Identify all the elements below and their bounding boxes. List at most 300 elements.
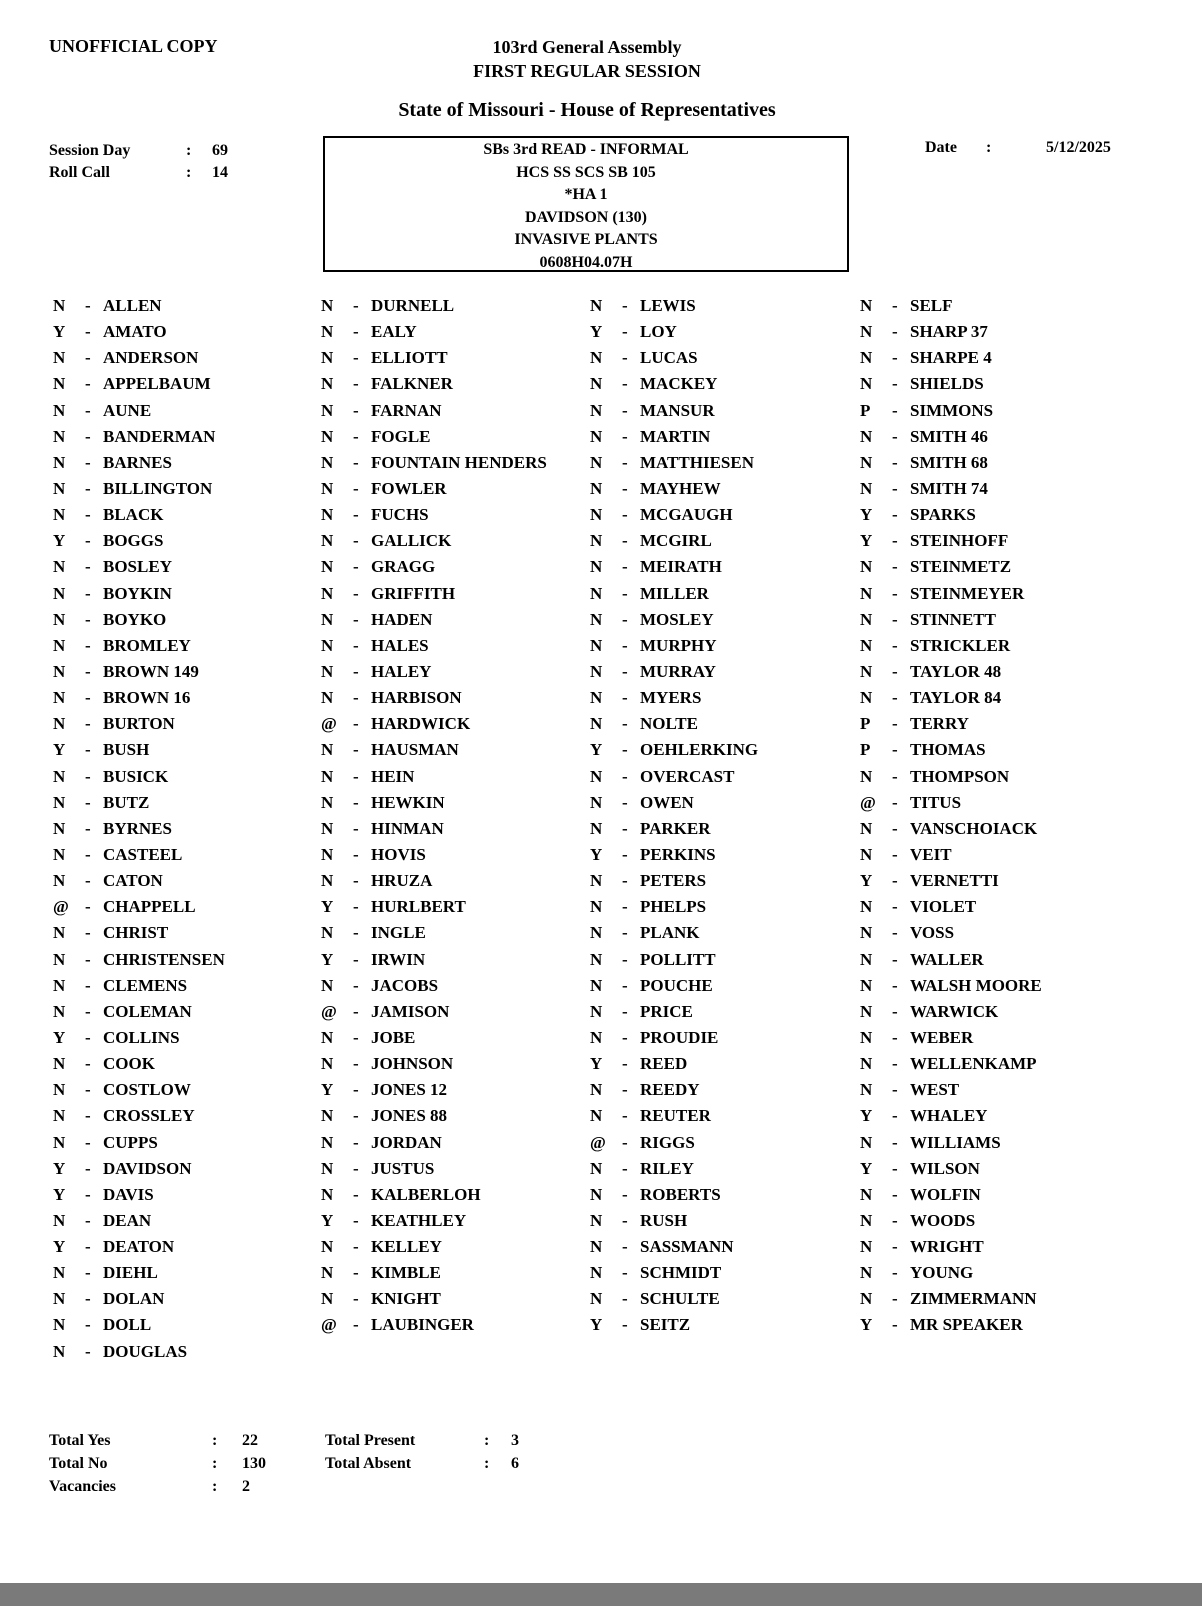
roll-call-entry [590, 999, 850, 1025]
member-name: PRICE [640, 1001, 693, 1021]
separator-dash: - [892, 792, 898, 812]
vote-code: N [590, 1210, 603, 1230]
separator-dash: - [353, 583, 359, 603]
date-label: Date [925, 139, 957, 156]
separator-dash: - [892, 818, 898, 838]
member-name: DEATON [103, 1237, 175, 1257]
member-name: REUTER [640, 1106, 711, 1126]
member-name: INGLE [371, 923, 426, 943]
separator-dash: - [622, 975, 628, 995]
roll-call-entry [860, 1103, 1120, 1129]
total-absent-label: Total Absent [325, 1455, 412, 1472]
separator-dash: - [85, 1210, 91, 1230]
member-name: CHAPPELL [103, 897, 196, 917]
vote-code: N [590, 400, 603, 420]
separator-dash: - [353, 1210, 359, 1230]
roll-call-entry [53, 764, 313, 790]
separator-dash: - [353, 635, 359, 655]
vote-code: @ [321, 1315, 337, 1335]
separator-dash: - [353, 1001, 359, 1021]
separator-dash: - [85, 871, 91, 891]
roll-call-entry [53, 398, 313, 424]
member-name: VEIT [910, 844, 952, 864]
separator-dash: - [85, 1080, 91, 1100]
separator-dash: - [622, 583, 628, 603]
roll-call-entry [321, 1025, 581, 1051]
separator-dash: - [892, 1027, 898, 1047]
vote-code: N [860, 322, 873, 342]
roll-call-entry [590, 711, 850, 737]
vote-code: N [590, 923, 603, 943]
separator-dash: - [85, 1237, 91, 1257]
member-name: VOSS [910, 923, 955, 943]
vote-code: N [590, 1001, 603, 1021]
member-name: FOWLER [371, 478, 447, 498]
member-name: HEIN [371, 766, 415, 786]
member-name: LAUBINGER [371, 1315, 474, 1335]
separator-dash: - [892, 688, 898, 708]
separator-dash: - [892, 661, 898, 681]
member-name: SMITH 74 [910, 478, 988, 498]
vote-code: N [590, 949, 603, 969]
member-name: JAMISON [371, 1001, 450, 1021]
separator-dash: - [892, 557, 898, 577]
separator-dash: - [353, 478, 359, 498]
vote-code: N [321, 871, 334, 891]
roll-call-entry [860, 1025, 1120, 1051]
member-name: WOODS [910, 1210, 976, 1230]
vote-code: Y [53, 740, 66, 760]
vote-code: N [53, 1341, 66, 1361]
roll-call-entry [590, 371, 850, 397]
roll-call-entry [53, 790, 313, 816]
separator-dash: - [353, 1132, 359, 1152]
roll-call-entry [53, 973, 313, 999]
roll-call-entry [860, 790, 1120, 816]
separator-dash: - [353, 897, 359, 917]
member-name: SEITZ [640, 1315, 691, 1335]
separator-dash: - [353, 661, 359, 681]
separator-dash: - [622, 740, 628, 760]
separator-dash: - [892, 296, 898, 315]
member-name: JONES 88 [371, 1106, 448, 1126]
roll-call-entry [53, 711, 313, 737]
separator-dash: - [85, 818, 91, 838]
member-name: COOK [103, 1054, 155, 1074]
vote-code: N [590, 1158, 603, 1178]
member-name: HADEN [371, 609, 433, 629]
roll-call-entry [321, 790, 581, 816]
vote-code: N [860, 1054, 873, 1074]
total-yes-value: 22 [242, 1432, 258, 1449]
member-name: BROWN 16 [103, 688, 191, 708]
session-day-value: 69 [212, 142, 228, 159]
vote-code: N [860, 975, 873, 995]
roll-call-entry [321, 581, 581, 607]
separator-dash: - [85, 740, 91, 760]
vote-code: N [860, 1080, 873, 1100]
roll-call-entry [590, 1260, 850, 1286]
separator-dash: - [85, 322, 91, 342]
vote-code: @ [321, 714, 337, 734]
vote-code: N [321, 1132, 334, 1152]
roll-call-entry [590, 554, 850, 580]
vote-code: Y [53, 1027, 66, 1047]
vote-code: N [860, 897, 873, 917]
vote-code: N [321, 583, 334, 603]
vote-code: N [53, 714, 66, 734]
roll-call-entry [321, 1103, 581, 1129]
member-name: DAVIS [103, 1184, 154, 1204]
separator-dash: - [85, 1158, 91, 1178]
separator-dash: - [85, 374, 91, 394]
vote-code: Y [321, 949, 334, 969]
vote-code: N [53, 426, 66, 446]
vote-code: N [53, 688, 66, 708]
roll-call-entry [860, 711, 1120, 737]
separator-dash: - [353, 348, 359, 368]
member-name: DEAN [103, 1210, 152, 1230]
vote-code: N [590, 1184, 603, 1204]
separator-dash: - [622, 1106, 628, 1126]
separator-dash: - [622, 1001, 628, 1021]
separator-dash: - [622, 1315, 628, 1335]
roll-call-entry [321, 842, 581, 868]
member-name: COLLINS [103, 1027, 180, 1047]
roll-call-entry [53, 816, 313, 842]
member-name: FARNAN [371, 400, 442, 420]
roll-call-entry [321, 685, 581, 711]
vote-code: N [590, 714, 603, 734]
member-name: HARBISON [371, 688, 462, 708]
vote-code: @ [860, 792, 876, 812]
member-name: POUCHE [640, 975, 713, 995]
vote-code: N [53, 505, 66, 525]
member-name: IRWIN [371, 949, 426, 969]
amendment-line: *HA 1 [564, 186, 608, 204]
roll-call-entry [321, 293, 581, 319]
vote-code: N [590, 452, 603, 472]
roll-call-entry [321, 1286, 581, 1312]
separator-dash: - [353, 844, 359, 864]
roll-column-3 [590, 293, 850, 1339]
member-name: BOYKIN [103, 583, 172, 603]
vote-code: @ [321, 1001, 337, 1021]
separator-dash: - [622, 322, 628, 342]
separator-dash: - [353, 975, 359, 995]
roll-call-entry [53, 920, 313, 946]
separator-dash: - [892, 583, 898, 603]
separator-dash: - [892, 897, 898, 917]
roll-call-entry [590, 581, 850, 607]
member-name: THOMPSON [910, 766, 1010, 786]
roll-call-entry [53, 1260, 313, 1286]
vote-code: Y [590, 740, 603, 760]
vote-code: N [590, 975, 603, 995]
sponsor-line: DAVIDSON (130) [525, 208, 647, 226]
separator-dash: - [85, 1132, 91, 1152]
member-name: TERRY [910, 714, 969, 734]
roll-call-entry [860, 398, 1120, 424]
assembly-heading: 103rd General Assembly [492, 37, 682, 57]
vote-code: N [321, 1054, 334, 1074]
member-name: KALBERLOH [371, 1184, 481, 1204]
member-name: CROSSLEY [103, 1106, 195, 1126]
separator-dash: - [353, 426, 359, 446]
roll-call-entry [860, 371, 1120, 397]
member-name: CLEMENS [103, 975, 188, 995]
separator-dash: - [622, 871, 628, 891]
roll-call-entry [53, 1182, 313, 1208]
vote-code: N [53, 792, 66, 812]
separator-dash: - [892, 322, 898, 342]
roll-call-entry [590, 868, 850, 894]
member-name: LUCAS [640, 348, 698, 368]
member-name: WEBER [910, 1027, 974, 1047]
member-name: BOYKO [103, 609, 167, 629]
vote-code: N [860, 426, 873, 446]
roll-call-entry [321, 633, 581, 659]
separator-dash: - [622, 1158, 628, 1178]
member-name: RILEY [640, 1158, 694, 1178]
member-name: HALES [371, 635, 429, 655]
roll-call-entry [53, 554, 313, 580]
roll-call-entry [860, 659, 1120, 685]
vote-code: P [860, 740, 871, 760]
member-name: SCHULTE [640, 1289, 720, 1309]
vote-code: N [321, 740, 334, 760]
separator-dash: - [85, 1289, 91, 1309]
roll-call-entry [860, 293, 1120, 319]
vote-code: Y [860, 531, 873, 551]
separator-dash: - [622, 949, 628, 969]
separator-dash: - [892, 1054, 898, 1074]
vote-code: N [321, 531, 334, 551]
vote-code: Y [860, 1315, 873, 1335]
member-name: WHALEY [910, 1106, 988, 1126]
roll-call-entry [860, 1051, 1120, 1077]
roll-call-entry [860, 1312, 1120, 1338]
vote-code: Y [321, 897, 334, 917]
separator-dash: - [85, 1184, 91, 1204]
separator-dash: - [353, 374, 359, 394]
vote-code: N [860, 766, 873, 786]
separator-dash: - [85, 635, 91, 655]
vote-code: N [321, 400, 334, 420]
vote-code: N [321, 1184, 334, 1204]
roll-call-entry [860, 947, 1120, 973]
vote-code: N [590, 557, 603, 577]
roll-call-entry [321, 711, 581, 737]
session-heading: FIRST REGULAR SESSION [473, 61, 701, 81]
roll-call-entry [321, 502, 581, 528]
member-name: CHRIST [103, 923, 169, 943]
roll-call-entry [321, 554, 581, 580]
separator-dash: - [85, 949, 91, 969]
roll-call-entry [53, 502, 313, 528]
page-title: State of Missouri - House of Representatives [398, 99, 776, 121]
roll-call-entry [321, 1130, 581, 1156]
member-name: VERNETTI [910, 871, 999, 891]
separator-dash: - [353, 531, 359, 551]
separator-colon: : [186, 164, 192, 181]
vote-code: N [321, 426, 334, 446]
roll-call-entry [590, 842, 850, 868]
vote-code: N [590, 1289, 603, 1309]
separator-dash: - [892, 1132, 898, 1152]
member-name: TAYLOR 48 [910, 661, 1002, 681]
unofficial-copy-label: UNOFFICIAL COPY [49, 36, 218, 56]
vote-code: N [860, 1184, 873, 1204]
separator-dash: - [892, 949, 898, 969]
roll-call-entry [321, 1260, 581, 1286]
roll-call-entry [53, 1312, 313, 1338]
member-name: HOVIS [371, 844, 426, 864]
vote-code: @ [53, 897, 69, 917]
vote-code: N [590, 1263, 603, 1283]
separator-dash: - [353, 923, 359, 943]
roll-call-entry [590, 1103, 850, 1129]
vote-code: N [53, 1210, 66, 1230]
member-name: KELLEY [371, 1237, 442, 1257]
member-name: OVERCAST [640, 766, 735, 786]
roll-call-entry [53, 842, 313, 868]
member-name: FOGLE [371, 426, 431, 446]
separator-dash: - [622, 792, 628, 812]
member-name: WRIGHT [910, 1237, 984, 1257]
total-no-row [0, 1455, 600, 1479]
roll-call-entry [860, 502, 1120, 528]
vote-code: N [53, 949, 66, 969]
roll-call-entry [860, 1130, 1120, 1156]
member-name: PROUDIE [640, 1027, 719, 1047]
vote-code: N [321, 844, 334, 864]
roll-call-entry [321, 1312, 581, 1338]
separator-dash: - [892, 1106, 898, 1126]
member-name: SPARKS [910, 505, 976, 525]
total-present-value: 3 [511, 1432, 519, 1449]
member-name: NOLTE [640, 714, 698, 734]
separator-dash: - [353, 1184, 359, 1204]
vote-code: N [53, 609, 66, 629]
member-name: ZIMMERMANN [910, 1289, 1037, 1309]
roll-call-entry [53, 999, 313, 1025]
member-name: CUPPS [103, 1132, 158, 1152]
roll-call-entry [53, 1156, 313, 1182]
separator-dash: - [85, 557, 91, 577]
separator-dash: - [85, 792, 91, 812]
vote-code: N [860, 478, 873, 498]
roll-call-entry [860, 607, 1120, 633]
separator-dash: - [622, 1080, 628, 1100]
separator-dash: - [353, 1315, 359, 1335]
separator-dash: - [622, 374, 628, 394]
roll-call-entry [53, 476, 313, 502]
roll-call-entry [321, 476, 581, 502]
roll-call-entry [321, 764, 581, 790]
member-name: RIGGS [640, 1132, 695, 1152]
vote-code: N [590, 478, 603, 498]
vote-code: Y [321, 1080, 334, 1100]
roll-call-entry [53, 581, 313, 607]
roll-call-entry [53, 345, 313, 371]
separator-dash: - [892, 714, 898, 734]
vote-code: N [53, 1315, 66, 1335]
vote-code: N [53, 583, 66, 603]
vote-code: N [53, 400, 66, 420]
roll-call-entry [860, 554, 1120, 580]
member-name: EALY [371, 322, 417, 342]
roll-call-entry [590, 607, 850, 633]
vote-code: N [321, 1158, 334, 1178]
separator-dash: - [892, 740, 898, 760]
roll-call-entry [53, 319, 313, 345]
separator-dash: - [353, 505, 359, 525]
vote-code: N [53, 374, 66, 394]
member-name: BLACK [103, 505, 164, 525]
vote-code: N [321, 766, 334, 786]
roll-call-entry [53, 371, 313, 397]
vote-code: N [590, 583, 603, 603]
vote-code: N [860, 635, 873, 655]
member-name: ELLIOTT [371, 348, 448, 368]
member-name: BILLINGTON [103, 478, 213, 498]
roll-call-entry [321, 607, 581, 633]
member-name: WILLIAMS [910, 1132, 1001, 1152]
member-name: DOLL [103, 1315, 152, 1335]
separator-dash: - [353, 400, 359, 420]
vote-code: N [321, 452, 334, 472]
separator-dash: - [622, 688, 628, 708]
separator-dash: - [85, 348, 91, 368]
roll-call-entry [590, 398, 850, 424]
roll-call-entry [860, 1077, 1120, 1103]
separator-dash: - [892, 871, 898, 891]
roll-call-entry [321, 999, 581, 1025]
separator-dash: - [622, 296, 628, 315]
vote-code: N [321, 1263, 334, 1283]
roll-call-entry [590, 737, 850, 763]
vote-code: N [860, 1263, 873, 1283]
total-present-label: Total Present [325, 1432, 416, 1449]
separator-dash: - [892, 426, 898, 446]
separator-dash: - [353, 322, 359, 342]
separator-dash: - [892, 505, 898, 525]
vote-code: N [321, 1289, 334, 1309]
separator-dash: - [622, 1210, 628, 1230]
member-name: PERKINS [640, 844, 716, 864]
vote-code: N [590, 374, 603, 394]
vote-code: N [321, 374, 334, 394]
member-name: MOSLEY [640, 609, 714, 629]
vote-code: N [53, 1106, 66, 1126]
roll-call-entry [590, 502, 850, 528]
vote-code: N [860, 557, 873, 577]
vote-code: N [590, 426, 603, 446]
vote-code: N [590, 818, 603, 838]
member-name: DURNELL [371, 296, 455, 315]
separator-dash: - [622, 1289, 628, 1309]
vote-code: N [590, 1080, 603, 1100]
member-name: MILLER [640, 583, 709, 603]
separator-dash: - [622, 1054, 628, 1074]
separator-dash: - [622, 505, 628, 525]
vote-code: N [590, 505, 603, 525]
vote-code: Y [860, 505, 873, 525]
vote-code: N [53, 661, 66, 681]
vote-code: N [860, 818, 873, 838]
roll-call-entry [53, 1234, 313, 1260]
